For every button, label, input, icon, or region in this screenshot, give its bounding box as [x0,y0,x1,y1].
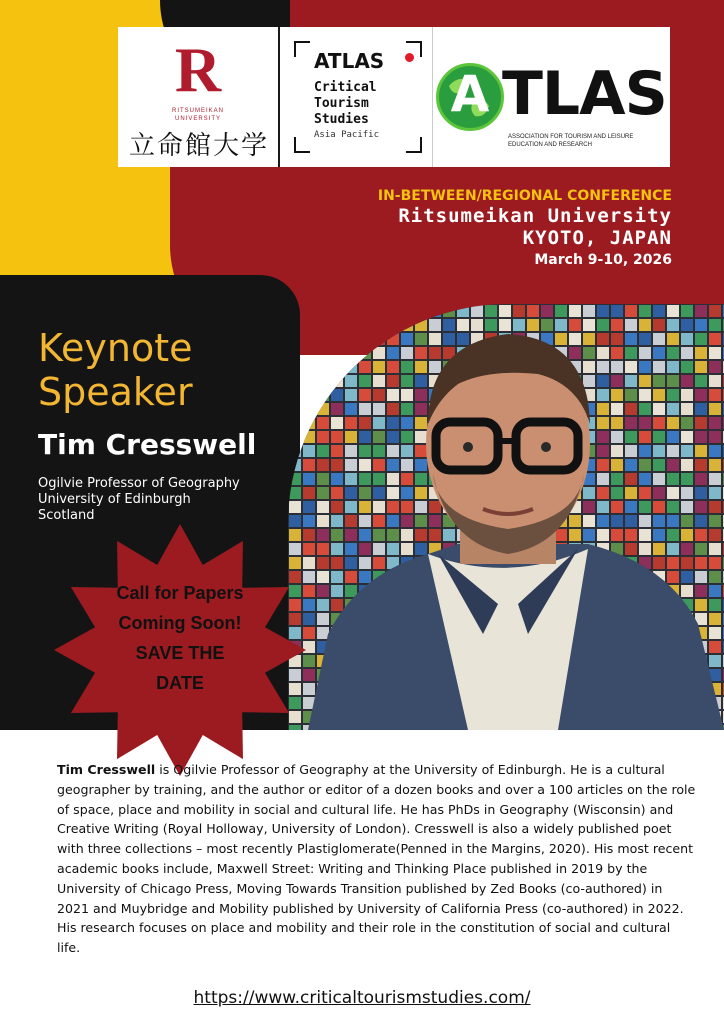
conference-type: IN-BETWEEN/REGIONAL CONFERENCE [377,188,672,204]
atlas-logo-word: TLAS [502,59,667,129]
conference-city: KYOTO, JAPAN [522,227,672,249]
atlas-logo-letter: A [450,65,490,123]
speaker-name: Tim Cresswell [38,428,257,461]
cts-logo-dot [405,53,414,62]
speaker-affiliation: Ogilvie Professor of Geography University of Edinburgh Scotland [38,476,240,523]
cts-logo-lines: Critical Tourism Studies [314,80,377,127]
save-the-date-label: SAVE THE [135,643,225,663]
conference-university: Ritsumeikan University [398,205,672,227]
speaker-photo [288,304,724,730]
ritsumeikan-logo-kanji: 立命館大学 [128,131,269,161]
call-for-papers-label: Call for Papers [116,583,244,603]
bio-speaker-name: Tim Cresswell [57,762,156,777]
keynote-heading: Keynote Speaker [38,326,193,414]
speaker-bio [57,760,697,958]
logo-bar [118,27,670,167]
ritsumeikan-logo-letter: R [174,34,222,105]
ritsumeikan-logo-english: RITSUMEIKAN UNIVERSITY [171,108,224,122]
conference-dates: March 9-10, 2026 [534,252,672,268]
conference-info [300,187,672,271]
atlas-logo-tagline: ASSOCIATION FOR TOURISM AND LEISURE EDUCATION AND RESEARCH [508,134,634,148]
coming-soon-label: Coming Soon! [118,613,242,633]
starburst-text [74,578,286,698]
date-label: DATE [156,673,204,693]
cts-logo-title: ATLAS [314,49,385,73]
cts-logo-subtitle: Asia Pacific [314,130,380,140]
logo-divider [432,27,433,167]
website-link[interactable]: https://www.criticaltourismstudies.com/ [193,988,531,1008]
bio-text: is Ogilvie Professor of Geography at the University of Edinburgh. He is a cultural geographer by training, and the author or editor of a dozen books and over a 100 articles on the role of space, place and mobility in social and cultural life. He has PhDs in Geography (Wisconsin) and Creative Writing (Royal Holloway, University of London). Cresswell is also a widely published poet with three collections – most recently Plastiglomerate(Penned in the Margins, 2020). His most recent academic books include, Maxwell Street: Writing and Thinking Place published in 2019 by the University of Chicago Press, Moving Towards Transition published by Zed Books (co-authored) in 2021 and Muybridge and Mobility published by University of California Press (co-authored) in 2022. His research focuses on place and mobility and their role in the constitution of social and cultural life. [57,762,696,956]
logo-divider [278,27,280,167]
